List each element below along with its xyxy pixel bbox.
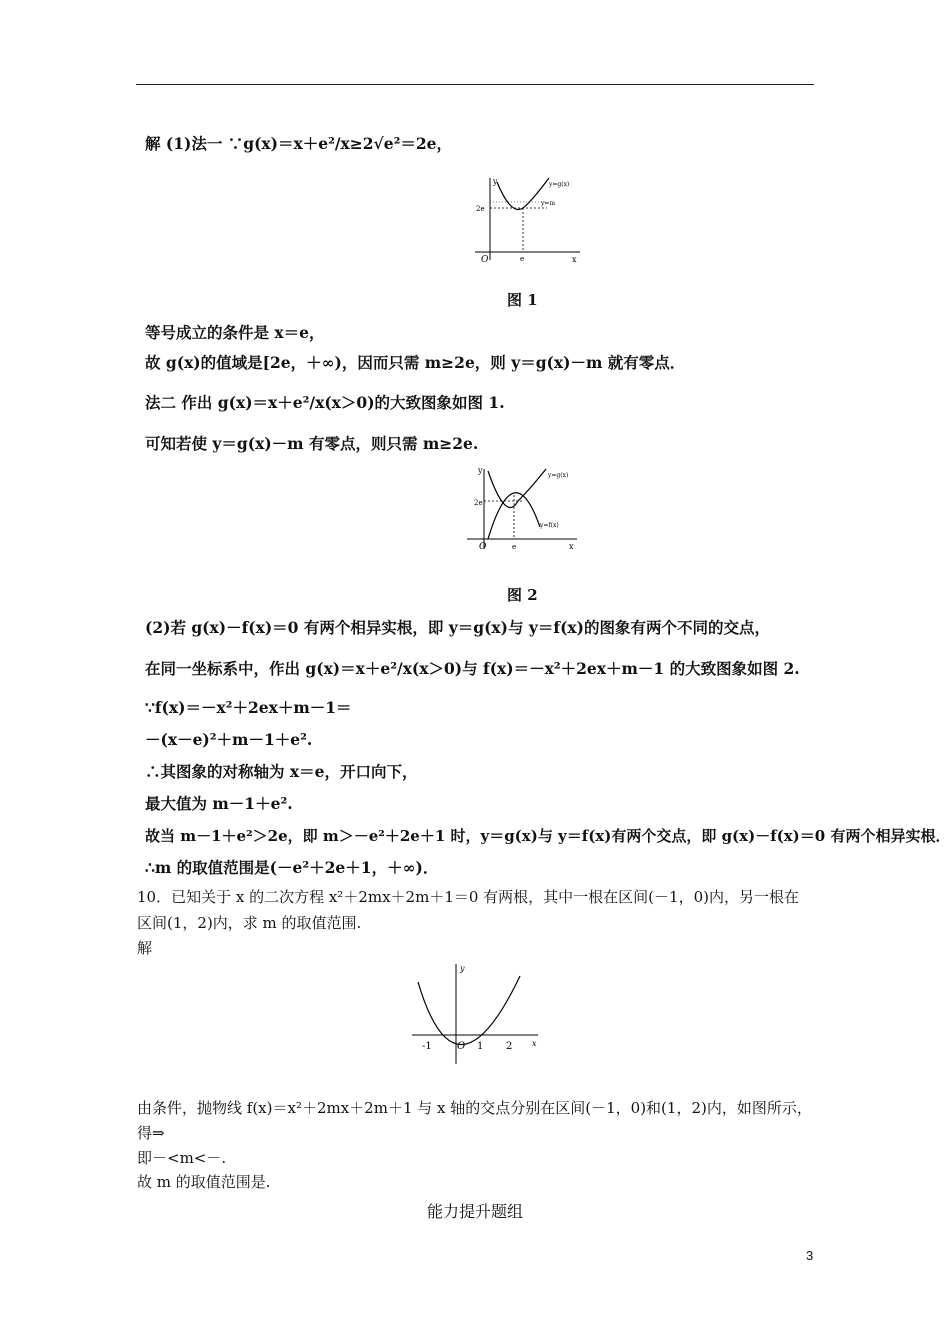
line-label: y=m [541,200,556,207]
header-rule [136,84,814,85]
question-10-line-4: 由条件，抛物线 f(x)＝x²＋2mx＋2m＋1 与 x 轴的交点分别在区间(－1，0)和(1，2)内，如图所示， [137,1099,812,1117]
g-curve [488,469,546,508]
figure-2-caption: 图 2 [507,586,538,604]
tick-2e: 2e [474,499,483,507]
solution-line-10: ∴其图象的对称轴为 x＝e，开口向下， [145,762,418,781]
solution-line-1: 解 (1)法一 ∵g(x)＝x＋e²/x≥2√e²＝2e， [145,134,453,153]
solution-line-8: ∵f(x)＝－x²＋2ex＋m－1＝ [145,698,352,717]
solution-line-7: 在同一坐标系中，作出 g(x)＝x＋e²/x(x＞0)与 f(x)＝－x²＋2ex＋m－1 的大致图象如图 2. [145,659,800,678]
solution-line-4: 法二 作出 g(x)＝x＋e²/x(x＞0)的大致图象如图 1. [145,393,505,412]
section-heading: 能力提升题组 [426,1202,523,1221]
solution-line-12: 故当 m－1＋e²＞2e，即 m＞－e²＋2e＋1 时，y＝g(x)与 y＝f(x)有两个交点，即 g(x)－f(x)＝0 有两个相异实根． [145,827,950,845]
solution-line-13: ∴m 的取值范围是(－e²＋2e＋1，＋∞)． [145,858,439,877]
curve-label: y=g(x) [549,181,570,188]
parabola [418,976,520,1045]
tick-2: 2 [506,1041,513,1052]
solution-line-3: 故 g(x)的值域是[2e，＋∞)，因而只需 m≥2e，则 y＝g(x)－m 就有零点． [145,353,686,372]
tick-2e: 2e [476,205,485,213]
solution-line-2: 等号成立的条件是 x＝e， [145,323,325,342]
question-10-line-1: 10．已知关于 x 的二次方程 x²＋2mx＋2m＋1＝0 有两根，其中一根在区间(－1，0)内，另一根在 [137,888,799,906]
page-number: 3 [806,1248,814,1263]
solution-line-6: (2)若 g(x)－f(x)＝0 有两个相异实根，即 y＝g(x)与 y＝f(x)的图象有两个不同的交点， [145,618,770,637]
y-label: y [460,964,465,973]
tick-1: 1 [477,1041,484,1052]
x-label: x [572,255,577,264]
question-10-line-7: 故 m 的取值范围是. [137,1173,271,1191]
tick-e: e [520,255,525,263]
origin-label: O [457,1041,466,1052]
tick-minus-1: -1 [422,1041,432,1052]
figure-3 [410,960,545,1066]
tick-e: e [512,543,517,551]
figure-1 [465,172,585,264]
solution-line-5: 可知若使 y＝g(x)－m 有零点，则只需 m≥2e. [145,434,479,453]
x-label: x [569,542,574,551]
question-10-line-5: 得⇒ [137,1124,165,1142]
g-label: y=g(x) [548,472,569,479]
question-10-line-6: 即－<m<－. [137,1149,227,1167]
question-10-solution-label: 解 [137,939,153,957]
question-10-line-2: 区间(1，2)内，求 m 的取值范围. [137,914,362,932]
solution-line-9: －(x－e)²＋m－1＋e². [145,730,313,749]
origin-label: O [481,255,489,264]
solution-line-11: 最大值为 m－1＋e². [145,794,293,813]
y-label: y [493,177,498,186]
figure-2 [462,463,582,555]
origin-label: O [479,542,487,552]
y-label: y [478,466,483,475]
x-label: x [532,1039,537,1048]
f-label: y=f(x) [540,522,559,529]
figure-1-caption: 图 1 [507,291,538,309]
